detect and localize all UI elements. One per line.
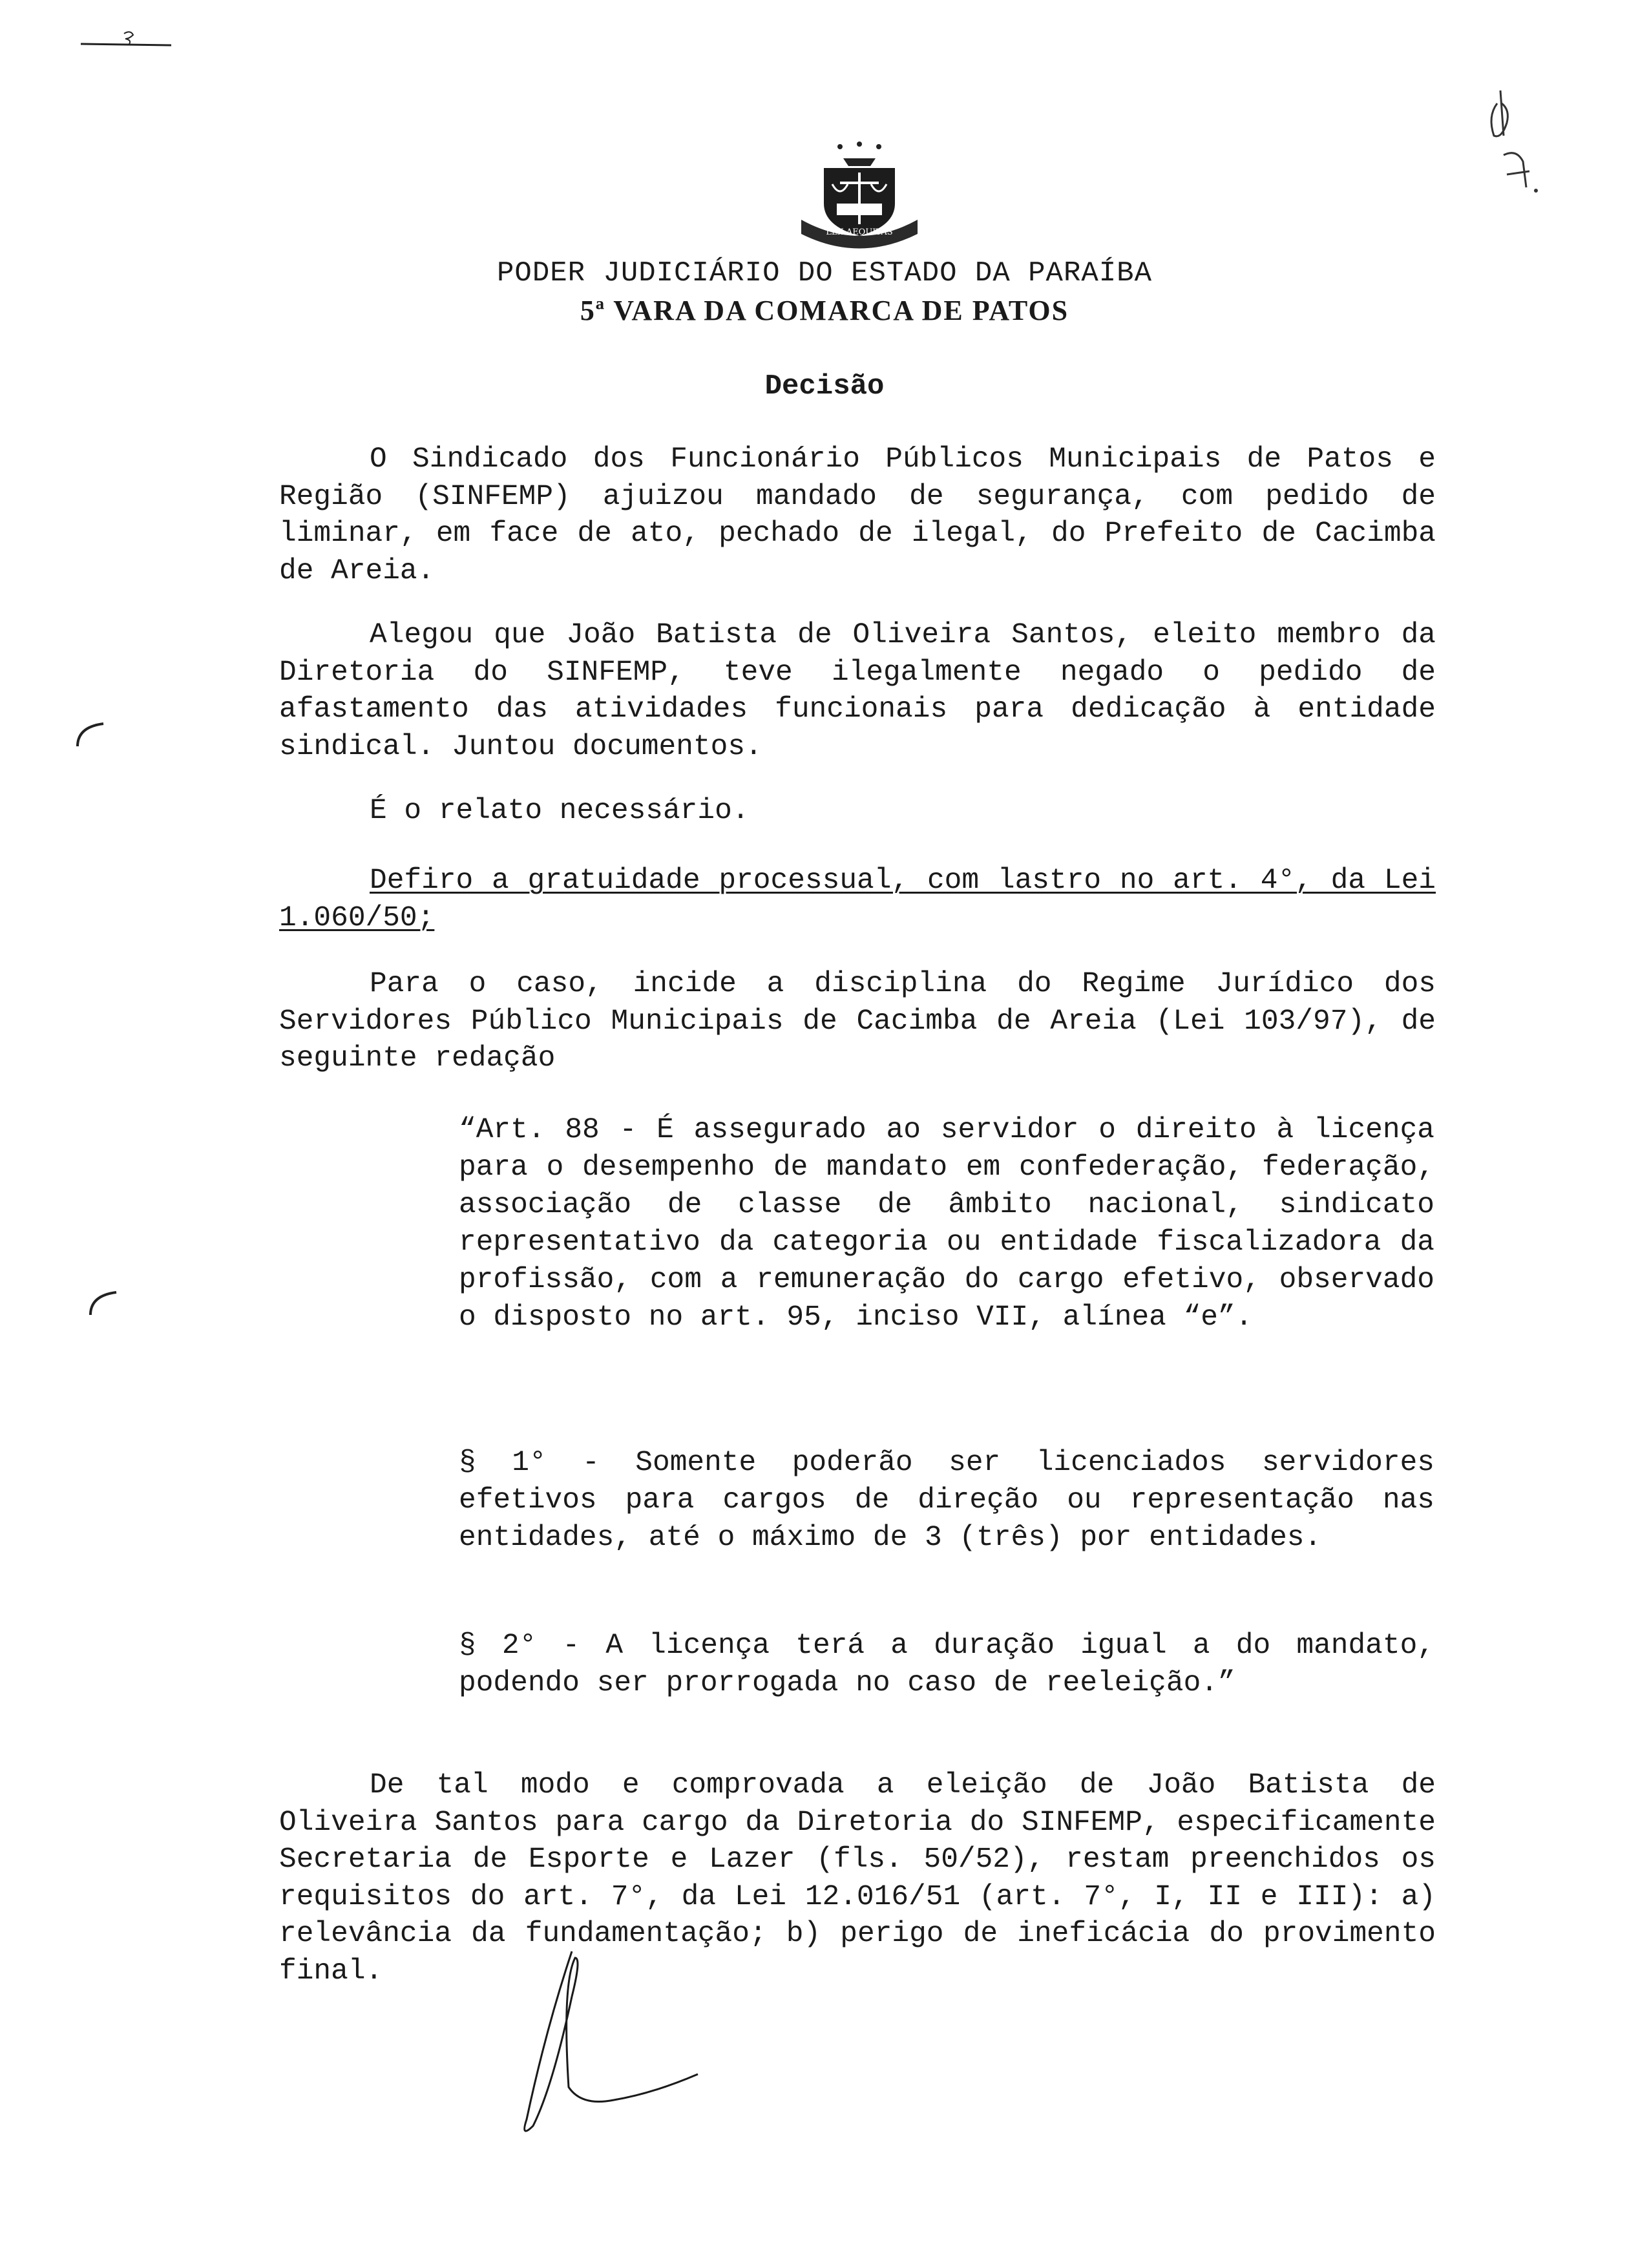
quoted-paragraph-2: § 2° - A licença terá a duração igual a do mandato, podendo ser prorrogada no caso de reeleição.” xyxy=(459,1630,1434,1699)
court-name: PODER JUDICIÁRIO DO ESTADO DA PARAÍBA xyxy=(497,257,1152,289)
corner-mark xyxy=(78,25,174,50)
paragraph-3: É o relato necessário. xyxy=(370,795,750,827)
paragraph-4-underlined: Defiro a gratuidade processual, com lastro no art. 4°, da Lei 1.060/50; xyxy=(279,865,1436,934)
paragraph-5: Para o caso, incide a disciplina do Regime Jurídico dos Servidores Público Municipais de Cacimba de Areia (Lei 103/97), de seguinte redação xyxy=(279,968,1436,1075)
margin-mark xyxy=(84,1286,123,1318)
handwritten-signature xyxy=(510,1938,724,2145)
quoted-article-88: “Art. 88 - É assegurado ao servidor o direito à licença para o desempenho de mandato em confederação, federação, associação de classe de âmbito nacional, sindicato representativo da categoria ou entidade fiscalizadora da profissão, com a remuneração do cargo efetivo, observado o disposto no art. 95, inciso VII, alínea “e”. xyxy=(459,1114,1434,1334)
margin-mark xyxy=(71,717,110,750)
folio-number-handwritten xyxy=(1475,78,1546,194)
paragraph-1: O Sindicado dos Funcionário Públicos Municipais de Patos e Região (SINFEMP) ajuizou mandado de segurança, com pedido de liminar, em face de ato, pechado de ilegal, do Prefeito de Cacimba de Areia. xyxy=(279,443,1436,587)
document-title: Decisão xyxy=(764,370,885,403)
svg-text:LEX AEQUITAS: LEX AEQUITAS xyxy=(826,227,893,237)
court-crest-logo xyxy=(795,139,924,252)
court-section: 5ª VARA DA COMARCA DE PATOS xyxy=(580,295,1069,326)
paragraph-6: De tal modo e comprovada a eleição de João Batista de Oliveira Santos para cargo da Diretoria do SINFEMP, especificamente Secretaria de Esporte e Lazer (fls. 50/52), restam preenchidos os requisitos do art. 7°, da Lei 12.016/51 (art. 7°, I, II e III): a) relevância da fundamentação; b) perigo de ineficácia do provimento final. xyxy=(279,1769,1436,1988)
quoted-paragraph-1: § 1° - Somente poderão ser licenciados servidores efetivos para cargos de direção ou representação nas entidades, até o máximo de 3 (três) por entidades. xyxy=(459,1447,1434,1554)
paragraph-2: Alegou que João Batista de Oliveira Santos, eleito membro da Diretoria do SINFEMP, teve ilegalmente negado o pedido de afastamento das atividades funcionais para dedicação à entidade sindical. Juntou documentos. xyxy=(279,619,1436,763)
